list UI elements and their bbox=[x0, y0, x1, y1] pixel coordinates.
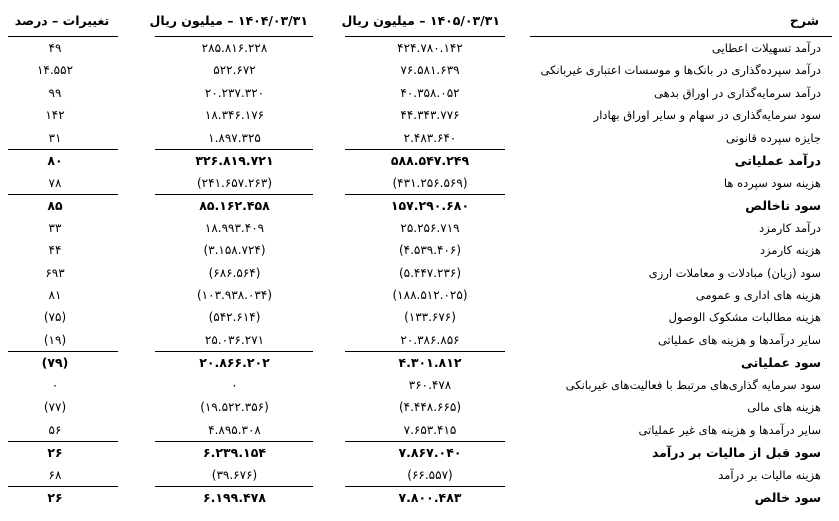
row-description: هزینه های اداری و عمومی bbox=[695, 287, 821, 302]
current-period-value: ۲۰.۳۸۶.۸۵۶ bbox=[400, 332, 460, 347]
subtotal-row bbox=[0, 150, 839, 172]
change-percent-value: ۲۶ bbox=[47, 490, 63, 505]
previous-period-value: (۳۹.۶۷۶) bbox=[211, 467, 258, 482]
header-description: شرح bbox=[789, 13, 819, 28]
previous-period-value: ۳۲۶.۸۱۹.۷۲۱ bbox=[195, 153, 274, 169]
current-period-value: ۷۶.۵۸۱.۶۳۹ bbox=[400, 63, 460, 78]
change-percent-value: ۲۶ bbox=[47, 445, 63, 461]
header-change-percent: تغییرات – درصد bbox=[14, 13, 110, 28]
change-percent-value: ۴۴ bbox=[48, 243, 62, 258]
table-row bbox=[0, 83, 839, 105]
previous-period-value: (۶۸۶.۵۶۴) bbox=[208, 265, 261, 280]
previous-period-value: ۱۸.۳۴۶.۱۷۶ bbox=[204, 108, 265, 123]
subtotal-rule bbox=[345, 486, 505, 487]
previous-period-value: ۶.۱۹۹.۴۷۸ bbox=[203, 490, 266, 505]
row-description: درآمد عملیاتی bbox=[734, 153, 821, 169]
previous-period-value: (۲۴۱.۶۵۷.۲۶۳) bbox=[196, 175, 272, 190]
current-period-value: (۱۳۳.۶۷۶) bbox=[404, 310, 456, 325]
table-row bbox=[0, 240, 839, 262]
table-row bbox=[0, 397, 839, 419]
table-row bbox=[0, 307, 839, 329]
subtotal-rule bbox=[8, 194, 118, 195]
table-row bbox=[0, 465, 839, 487]
current-period-value: ۲۵.۲۵۶.۷۱۹ bbox=[400, 220, 460, 235]
subtotal-rule bbox=[345, 441, 505, 442]
subtotal-rule bbox=[8, 441, 118, 442]
table-row bbox=[0, 105, 839, 127]
row-description: سود ناخالص bbox=[745, 198, 821, 214]
current-period-value: ۳۶۰.۴۷۸ bbox=[408, 377, 452, 392]
subtotal-rule bbox=[155, 149, 313, 150]
change-percent-value: ۳۳ bbox=[48, 220, 62, 235]
header-current-period: ۱۴۰۵/۰۳/۳۱ – میلیون ریال bbox=[341, 13, 500, 28]
previous-period-value: ۸۵.۱۶۲.۴۵۸ bbox=[199, 198, 270, 214]
table-row bbox=[0, 263, 839, 285]
change-percent-value: ۰ bbox=[51, 377, 59, 392]
row-description: جایزه سپرده قانونی bbox=[725, 130, 821, 145]
current-period-value: ۲.۴۸۳.۶۴۰ bbox=[403, 130, 457, 145]
previous-period-value: ۲۰.۲۳۷.۳۲۰ bbox=[204, 85, 265, 100]
table-row bbox=[0, 375, 839, 397]
current-period-value: (۴.۵۳۹.۴۰۶) bbox=[398, 243, 462, 258]
current-period-value: (۵.۴۴۷.۲۳۶) bbox=[398, 265, 462, 280]
header-previous-period: ۱۴۰۴/۰۳/۳۱ – میلیون ریال bbox=[149, 13, 308, 28]
current-period-value: (۴.۴۴۸.۶۶۵) bbox=[398, 400, 462, 415]
row-description: درآمد سرمایه‌گذاری در اوراق بدهی bbox=[654, 85, 821, 100]
table-row bbox=[0, 60, 839, 82]
previous-period-value: ۶.۲۳۹.۱۵۴ bbox=[203, 445, 266, 461]
row-description: سود قبل از مالیات بر درآمد bbox=[651, 445, 821, 461]
subtotal-rule bbox=[155, 486, 313, 487]
subtotal-rule bbox=[8, 149, 118, 150]
change-percent-value: ۱۴۲ bbox=[45, 108, 65, 123]
row-description: سود سرمایه‌گذاری در سهام و سایر اوراق بهادار bbox=[593, 108, 821, 123]
current-period-value: (۶۶.۵۵۷) bbox=[407, 467, 453, 482]
previous-period-value: ۵۲۲.۶۷۲ bbox=[213, 63, 256, 78]
table-row bbox=[0, 420, 839, 442]
current-period-value: ۷.۸۰۰.۴۸۳ bbox=[398, 490, 462, 505]
current-period-value: (۱۸۸.۵۱۲.۰۲۵) bbox=[392, 287, 468, 302]
previous-period-value: ۲۵.۰۳۶.۲۷۱ bbox=[204, 332, 265, 347]
change-percent-value: ۶۸ bbox=[48, 467, 62, 482]
row-description: درآمد تسهیلات اعطایی bbox=[711, 41, 821, 55]
previous-period-value: ۱۸.۹۹۳.۴۰۹ bbox=[204, 220, 265, 235]
current-period-value: (۴۳۱.۲۵۶.۵۶۹) bbox=[392, 175, 468, 190]
subtotal-row bbox=[0, 442, 839, 464]
change-percent-value: (۷۵) bbox=[43, 310, 67, 325]
change-percent-value: ۸۵ bbox=[47, 198, 63, 214]
change-percent-value: ۶۹۳ bbox=[45, 265, 65, 280]
table-row bbox=[0, 173, 839, 195]
change-percent-value: (۷۷) bbox=[43, 400, 67, 415]
row-description: سود عملیاتی bbox=[740, 355, 821, 371]
header-rule-current bbox=[345, 36, 505, 37]
table-row bbox=[0, 330, 839, 352]
previous-period-value: ۰ bbox=[231, 377, 238, 392]
header-rule-description bbox=[530, 36, 832, 37]
current-period-value: ۷.۶۵۳.۴۱۵ bbox=[403, 422, 457, 437]
change-percent-value: ۸۰ bbox=[47, 153, 63, 169]
row-description: سود (زیان) مبادلات و معاملات ارزی bbox=[648, 265, 821, 280]
header-rule-change bbox=[8, 36, 118, 37]
row-description: هزینه سود سپرده ها bbox=[723, 175, 821, 190]
previous-period-value: (۵۴۲.۶۱۴) bbox=[208, 310, 261, 325]
current-period-value: ۴.۳۰۱.۸۱۲ bbox=[398, 355, 462, 371]
row-description: درآمد سپرده‌گذاری در بانک‌ها و موسسات اعتباری غیربانکی bbox=[540, 63, 821, 78]
change-percent-value: ۱۴.۵۵۲ bbox=[36, 63, 74, 78]
change-percent-value: ۳۱ bbox=[48, 130, 62, 145]
previous-period-value: (۱۹.۵۲۲.۳۵۶) bbox=[200, 400, 269, 415]
previous-period-value: (۱۰۳.۹۳۸.۰۳۴) bbox=[196, 287, 272, 302]
subtotal-row bbox=[0, 195, 839, 217]
table-row bbox=[0, 218, 839, 240]
table-row bbox=[0, 128, 839, 150]
previous-period-value: (۳.۱۵۸.۷۲۴) bbox=[203, 243, 266, 258]
row-description: درآمد کارمزد bbox=[759, 220, 821, 235]
current-period-value: ۴۰.۳۵۸.۰۵۲ bbox=[400, 85, 460, 100]
row-description: سود سرمایه گذاری‌های مرتبط با فعالیت‌های غیربانکی bbox=[565, 377, 821, 392]
subtotal-rule bbox=[8, 486, 118, 487]
subtotal-row bbox=[0, 487, 839, 509]
change-percent-value: ۵۶ bbox=[48, 422, 62, 437]
previous-period-value: ۲۰.۸۶۶.۲۰۲ bbox=[199, 355, 270, 371]
table-row bbox=[0, 38, 839, 60]
table-header bbox=[0, 0, 839, 36]
subtotal-rule bbox=[155, 194, 313, 195]
row-description: هزینه مالیات بر درآمد bbox=[718, 467, 821, 482]
subtotal-row bbox=[0, 352, 839, 374]
subtotal-rule bbox=[8, 351, 118, 352]
subtotal-rule bbox=[155, 351, 313, 352]
row-description: هزینه های مالی bbox=[747, 400, 821, 415]
previous-period-value: ۴.۸۹۵.۳۰۸ bbox=[208, 422, 261, 437]
header-rule-previous bbox=[155, 36, 313, 37]
row-description: سایر درآمدها و هزینه های عملیاتی bbox=[657, 332, 821, 347]
row-description: هزینه کارمزد bbox=[759, 243, 821, 258]
subtotal-rule bbox=[345, 194, 505, 195]
row-description: سایر درآمدها و هزینه های غیر عملیاتی bbox=[638, 422, 821, 437]
change-percent-value: ۸۱ bbox=[48, 287, 62, 302]
previous-period-value: ۱.۸۹۷.۳۲۵ bbox=[208, 130, 261, 145]
current-period-value: ۱۵۷.۲۹۰.۶۸۰ bbox=[390, 198, 470, 214]
current-period-value: ۷.۸۶۷.۰۴۰ bbox=[398, 445, 462, 461]
current-period-value: ۵۸۸.۵۴۷.۲۴۹ bbox=[390, 153, 470, 169]
change-percent-value: ۹۹ bbox=[48, 85, 62, 100]
row-description: هزینه مطالبات مشکوک الوصول bbox=[668, 310, 821, 325]
change-percent-value: (۱۹) bbox=[43, 332, 67, 347]
current-period-value: ۴۲۴.۷۸۰.۱۴۲ bbox=[397, 41, 463, 55]
subtotal-rule bbox=[345, 351, 505, 352]
previous-period-value: ۲۸۵.۸۱۶.۲۲۸ bbox=[201, 41, 268, 55]
current-period-value: ۴۴.۳۴۳.۷۷۶ bbox=[400, 108, 460, 123]
subtotal-rule bbox=[345, 149, 505, 150]
subtotal-rule bbox=[155, 441, 313, 442]
change-percent-value: ۷۸ bbox=[48, 175, 62, 190]
table-row bbox=[0, 285, 839, 307]
change-percent-value: ۴۹ bbox=[48, 41, 62, 55]
row-description: سود خالص bbox=[754, 490, 821, 505]
change-percent-value: (۷۹) bbox=[41, 355, 69, 371]
